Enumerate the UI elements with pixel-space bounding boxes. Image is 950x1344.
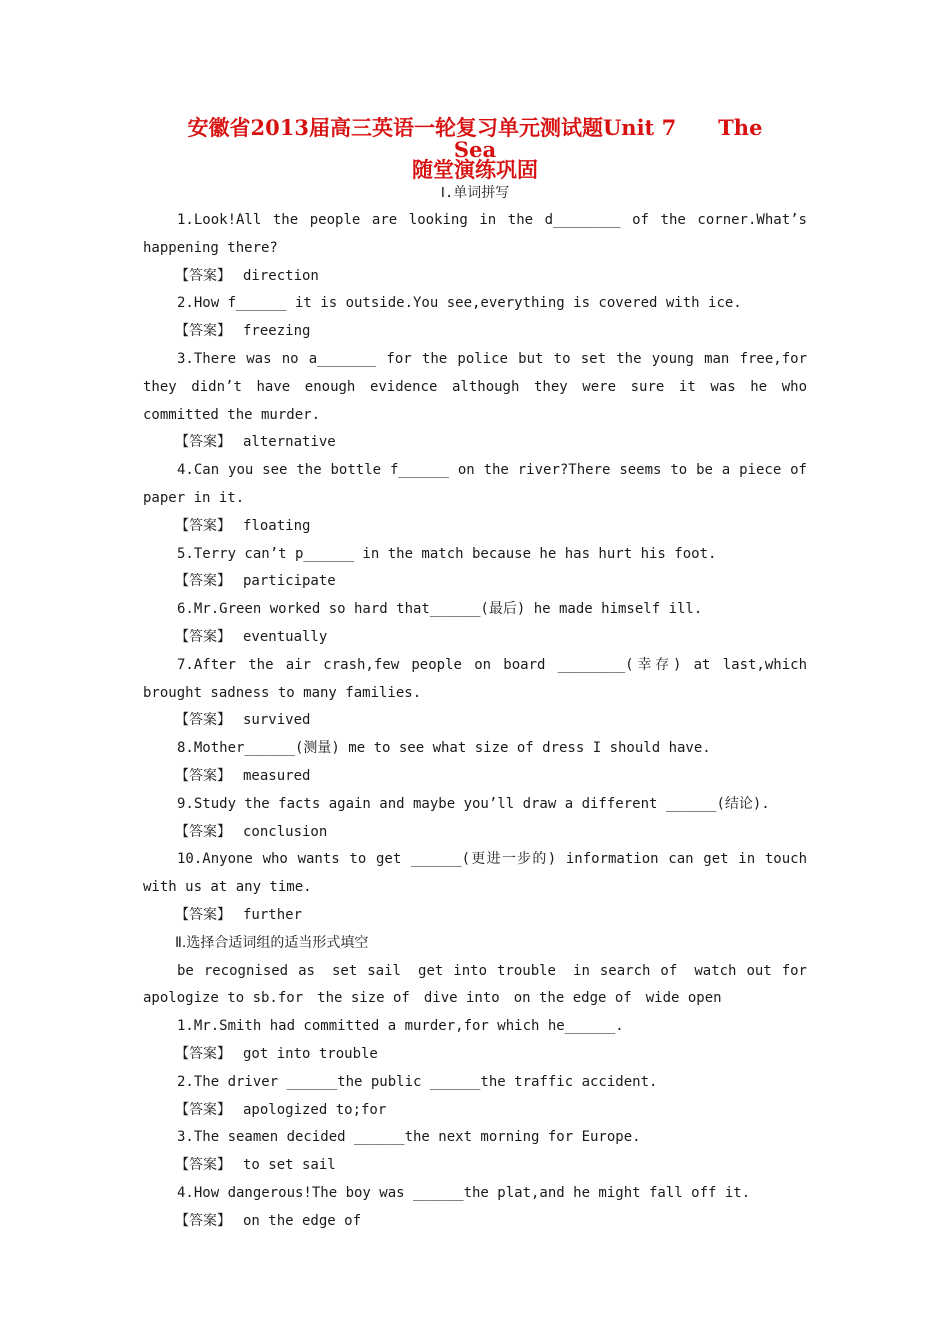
question-item: 4.How dangerous!The boy was ______the plat,and he might fall off it. bbox=[177, 1184, 751, 1201]
answer-line bbox=[143, 707, 807, 735]
question-item: 7.After the air crash,few people on board ________(幸存) at last,which brought sadness to many families. bbox=[143, 656, 807, 701]
question-item: 6.Mr.Green worked so hard that______(最后) he made himself ill. bbox=[177, 601, 703, 618]
answer-line bbox=[143, 1041, 807, 1069]
question-item: 9.Study the facts again and maybe you’ll draw a different ______(结论). bbox=[177, 795, 770, 812]
answer-text: eventually bbox=[243, 628, 328, 645]
answer-tag: 【答案】 bbox=[175, 823, 231, 840]
question-item: 10.Anyone who wants to get ______(更进一步的) information can get in touch with us at any time. bbox=[143, 851, 807, 896]
answer-tag: 【答案】 bbox=[175, 628, 231, 645]
answer-tag: 【答案】 bbox=[175, 1212, 231, 1229]
question-item: 2.The driver ______the public ______the traffic accident. bbox=[177, 1073, 658, 1090]
answer-text: floating bbox=[243, 517, 311, 534]
answer-line bbox=[143, 763, 807, 791]
answer-text: survived bbox=[243, 712, 311, 729]
answer-tag: 【答案】 bbox=[175, 712, 231, 729]
answer-text: participate bbox=[243, 573, 336, 590]
answer-line bbox=[143, 318, 807, 346]
answer-text: freezing bbox=[243, 323, 311, 340]
answer-text: apologized to;for bbox=[243, 1101, 387, 1118]
document-subtitle: 随堂演练巩固 bbox=[412, 157, 538, 182]
section-1-heading: Ⅰ.单词拼写 bbox=[440, 185, 510, 201]
document-title-line-1: 安徽省2013届高三英语一轮复习单元测试题Unit 7 The bbox=[187, 115, 763, 140]
answer-tag: 【答案】 bbox=[175, 1101, 231, 1118]
exercise-content bbox=[143, 207, 821, 1235]
question-item: 4.Can you see the bottle f______ on the river?There seems to be a piece of paper in it. bbox=[143, 462, 807, 506]
question-item: 3.There was no a_______ for the police but to set the young man free,for they didn’t have enough evidence although they were sure it was he who committed the murder. bbox=[143, 350, 807, 423]
answer-tag: 【答案】 bbox=[175, 767, 231, 784]
answer-text: direction bbox=[243, 267, 319, 284]
phrase-bank: be recognised as set sail get into trouble in search of watch out for apologize to sb.for the size of dive into on the edge of wide open bbox=[143, 962, 821, 1007]
answer-tag: 【答案】 bbox=[175, 267, 231, 284]
answer-line bbox=[143, 568, 807, 596]
answer-text: conclusion bbox=[243, 823, 328, 840]
section-2-list bbox=[143, 1013, 807, 1235]
answer-line bbox=[143, 1097, 807, 1125]
question-item: 1.Look!All the people are looking in the d________ of the corner.What’s happening there? bbox=[143, 212, 807, 256]
answer-line bbox=[143, 1208, 807, 1236]
answer-tag: 【答案】 bbox=[175, 434, 231, 451]
answer-line bbox=[143, 263, 807, 291]
answer-line bbox=[143, 819, 807, 847]
answer-tag: 【答案】 bbox=[175, 517, 231, 534]
answer-line bbox=[143, 902, 807, 930]
section-2-heading: Ⅱ.选择合适词组的适当形式填空 bbox=[175, 934, 369, 951]
question-item: 3.The seamen decided ______the next morning for Europe. bbox=[177, 1129, 641, 1146]
answer-tag: 【答案】 bbox=[175, 323, 231, 340]
answer-text: got into trouble bbox=[243, 1045, 378, 1062]
answer-line bbox=[143, 1152, 807, 1180]
answer-tag: 【答案】 bbox=[175, 573, 231, 590]
answer-text: further bbox=[243, 906, 303, 923]
answer-tag: 【答案】 bbox=[175, 906, 231, 923]
section-1-list bbox=[143, 207, 807, 930]
question-item: 5.Terry can’t p______ in the match because he has hurt his foot. bbox=[177, 545, 717, 562]
answer-text: alternative bbox=[243, 434, 336, 451]
question-item: 2.How f______ it is outside.You see,everything is covered with ice. bbox=[177, 295, 742, 312]
question-item: 1.Mr.Smith had committed a murder,for which he______. bbox=[177, 1018, 624, 1035]
answer-tag: 【答案】 bbox=[175, 1157, 231, 1174]
answer-line bbox=[143, 624, 807, 652]
answer-text: measured bbox=[243, 767, 311, 784]
answer-line bbox=[143, 513, 807, 541]
answer-text: to set sail bbox=[243, 1157, 336, 1174]
question-item: 8.Mother______(测量) me to see what size of dress I should have. bbox=[177, 740, 711, 757]
document-title-line-2: Sea bbox=[453, 137, 497, 162]
answer-tag: 【答案】 bbox=[175, 1045, 231, 1062]
answer-text: on the edge of bbox=[243, 1212, 362, 1229]
answer-line bbox=[143, 429, 807, 457]
